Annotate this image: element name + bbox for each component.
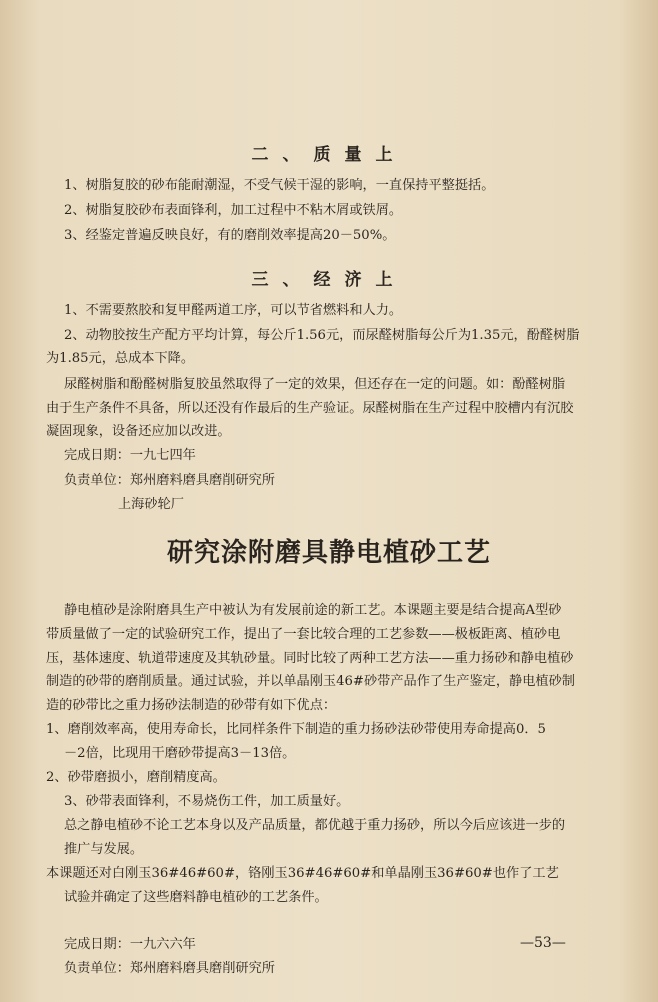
completion-date: 完成日期：一九六六年 (64, 937, 196, 952)
text-line: 2、树脂复胶砂布表面锋利，加工过程中不粘木屑或铁屑。 (64, 203, 403, 218)
text-line: 总之静电植砂不论工艺本身以及产品质量，都优越于重力扬砂，所以今后应该进一步的 (64, 818, 566, 833)
text-line: －2倍，比现用干磨砂带提高3－13倍。 (64, 746, 296, 761)
text-line: 1、树脂复胶的砂布能耐潮湿，不受气候干湿的影响，一直保持平整挺括。 (64, 178, 495, 193)
text-line: 推广与发展。 (64, 842, 144, 857)
section-heading-quality: 二、质量上 (251, 145, 407, 165)
text-line: 3、经鉴定普遍反映良好，有的磨削效率提高20－50%。 (64, 228, 396, 243)
page-number: —53— (520, 935, 566, 951)
text-line: 压，基体速度、轨道带速度及其轨砂量。同时比较了两种工艺方法——重力扬砂和静电植砂 (46, 651, 574, 666)
text-line: 造的砂带比之重力扬砂法制造的砂带有如下优点： (46, 698, 337, 713)
text-line: 带质量做了一定的试验研究工作，提出了一套比较合理的工艺参数——极板距离、植砂电 (46, 627, 561, 642)
text-line: 2、砂带磨损小，磨削精度高。 (46, 770, 226, 785)
text-line: 制造的砂带的磨削质量。通过试验，并以单晶刚玉46#砂带产品作了生产鉴定，静电植砂制 (46, 674, 575, 689)
text-line: 静电植砂是涂附磨具生产中被认为有发展前途的新工艺。本课题主要是结合提高A型砂 (64, 603, 562, 618)
article-title: 研究涂附磨具静电植砂工艺 (166, 538, 491, 568)
section-heading-economy: 三、经济上 (251, 270, 407, 290)
text-line: 1、不需要熬胶和复甲醛两道工序，可以节省燃料和人力。 (64, 303, 403, 318)
completion-date: 完成日期：一九七四年 (64, 448, 196, 463)
text-line: 由于生产条件不具备，所以还没有作最后的生产验证。尿醛树脂在生产过程中胶槽内有沉胶 (46, 401, 574, 416)
text-line: 尿醛树脂和酚醛树脂复胶虽然取得了一定的效果，但还存在一定的问题。如：酚醛树脂 (64, 377, 566, 392)
text-line: 1、磨削效率高，使用寿命长，比同样条件下制造的重力扬砂法砂带使用寿命提高0．5 (46, 722, 546, 737)
text-line: 试验并确定了这些磨料静电植砂的工艺条件。 (64, 890, 328, 905)
responsible-unit: 负责单位：郑州磨料磨具磨削研究所 (64, 961, 275, 976)
responsible-unit: 负责单位：郑州磨料磨具磨削研究所 (64, 473, 275, 488)
text-line: 3、砂带表面锋利，不易烧伤工件，加工质量好。 (64, 794, 350, 809)
text-line: 为1.85元，总成本下降。 (46, 351, 195, 366)
text-line: 2、动物胶按生产配方平均计算，每公斤1.56元，而尿醛树脂每公斤为1.35元，酚醛树脂 (64, 328, 580, 343)
responsible-unit-2: 上海砂轮厂 (118, 497, 184, 512)
text-line: 本课题还对白刚玉36#46#60#，铬刚玉36#46#60#和单晶刚玉36#60#也作了工艺 (46, 866, 559, 881)
text-line: 凝固现象，设备还应加以改进。 (46, 424, 231, 439)
